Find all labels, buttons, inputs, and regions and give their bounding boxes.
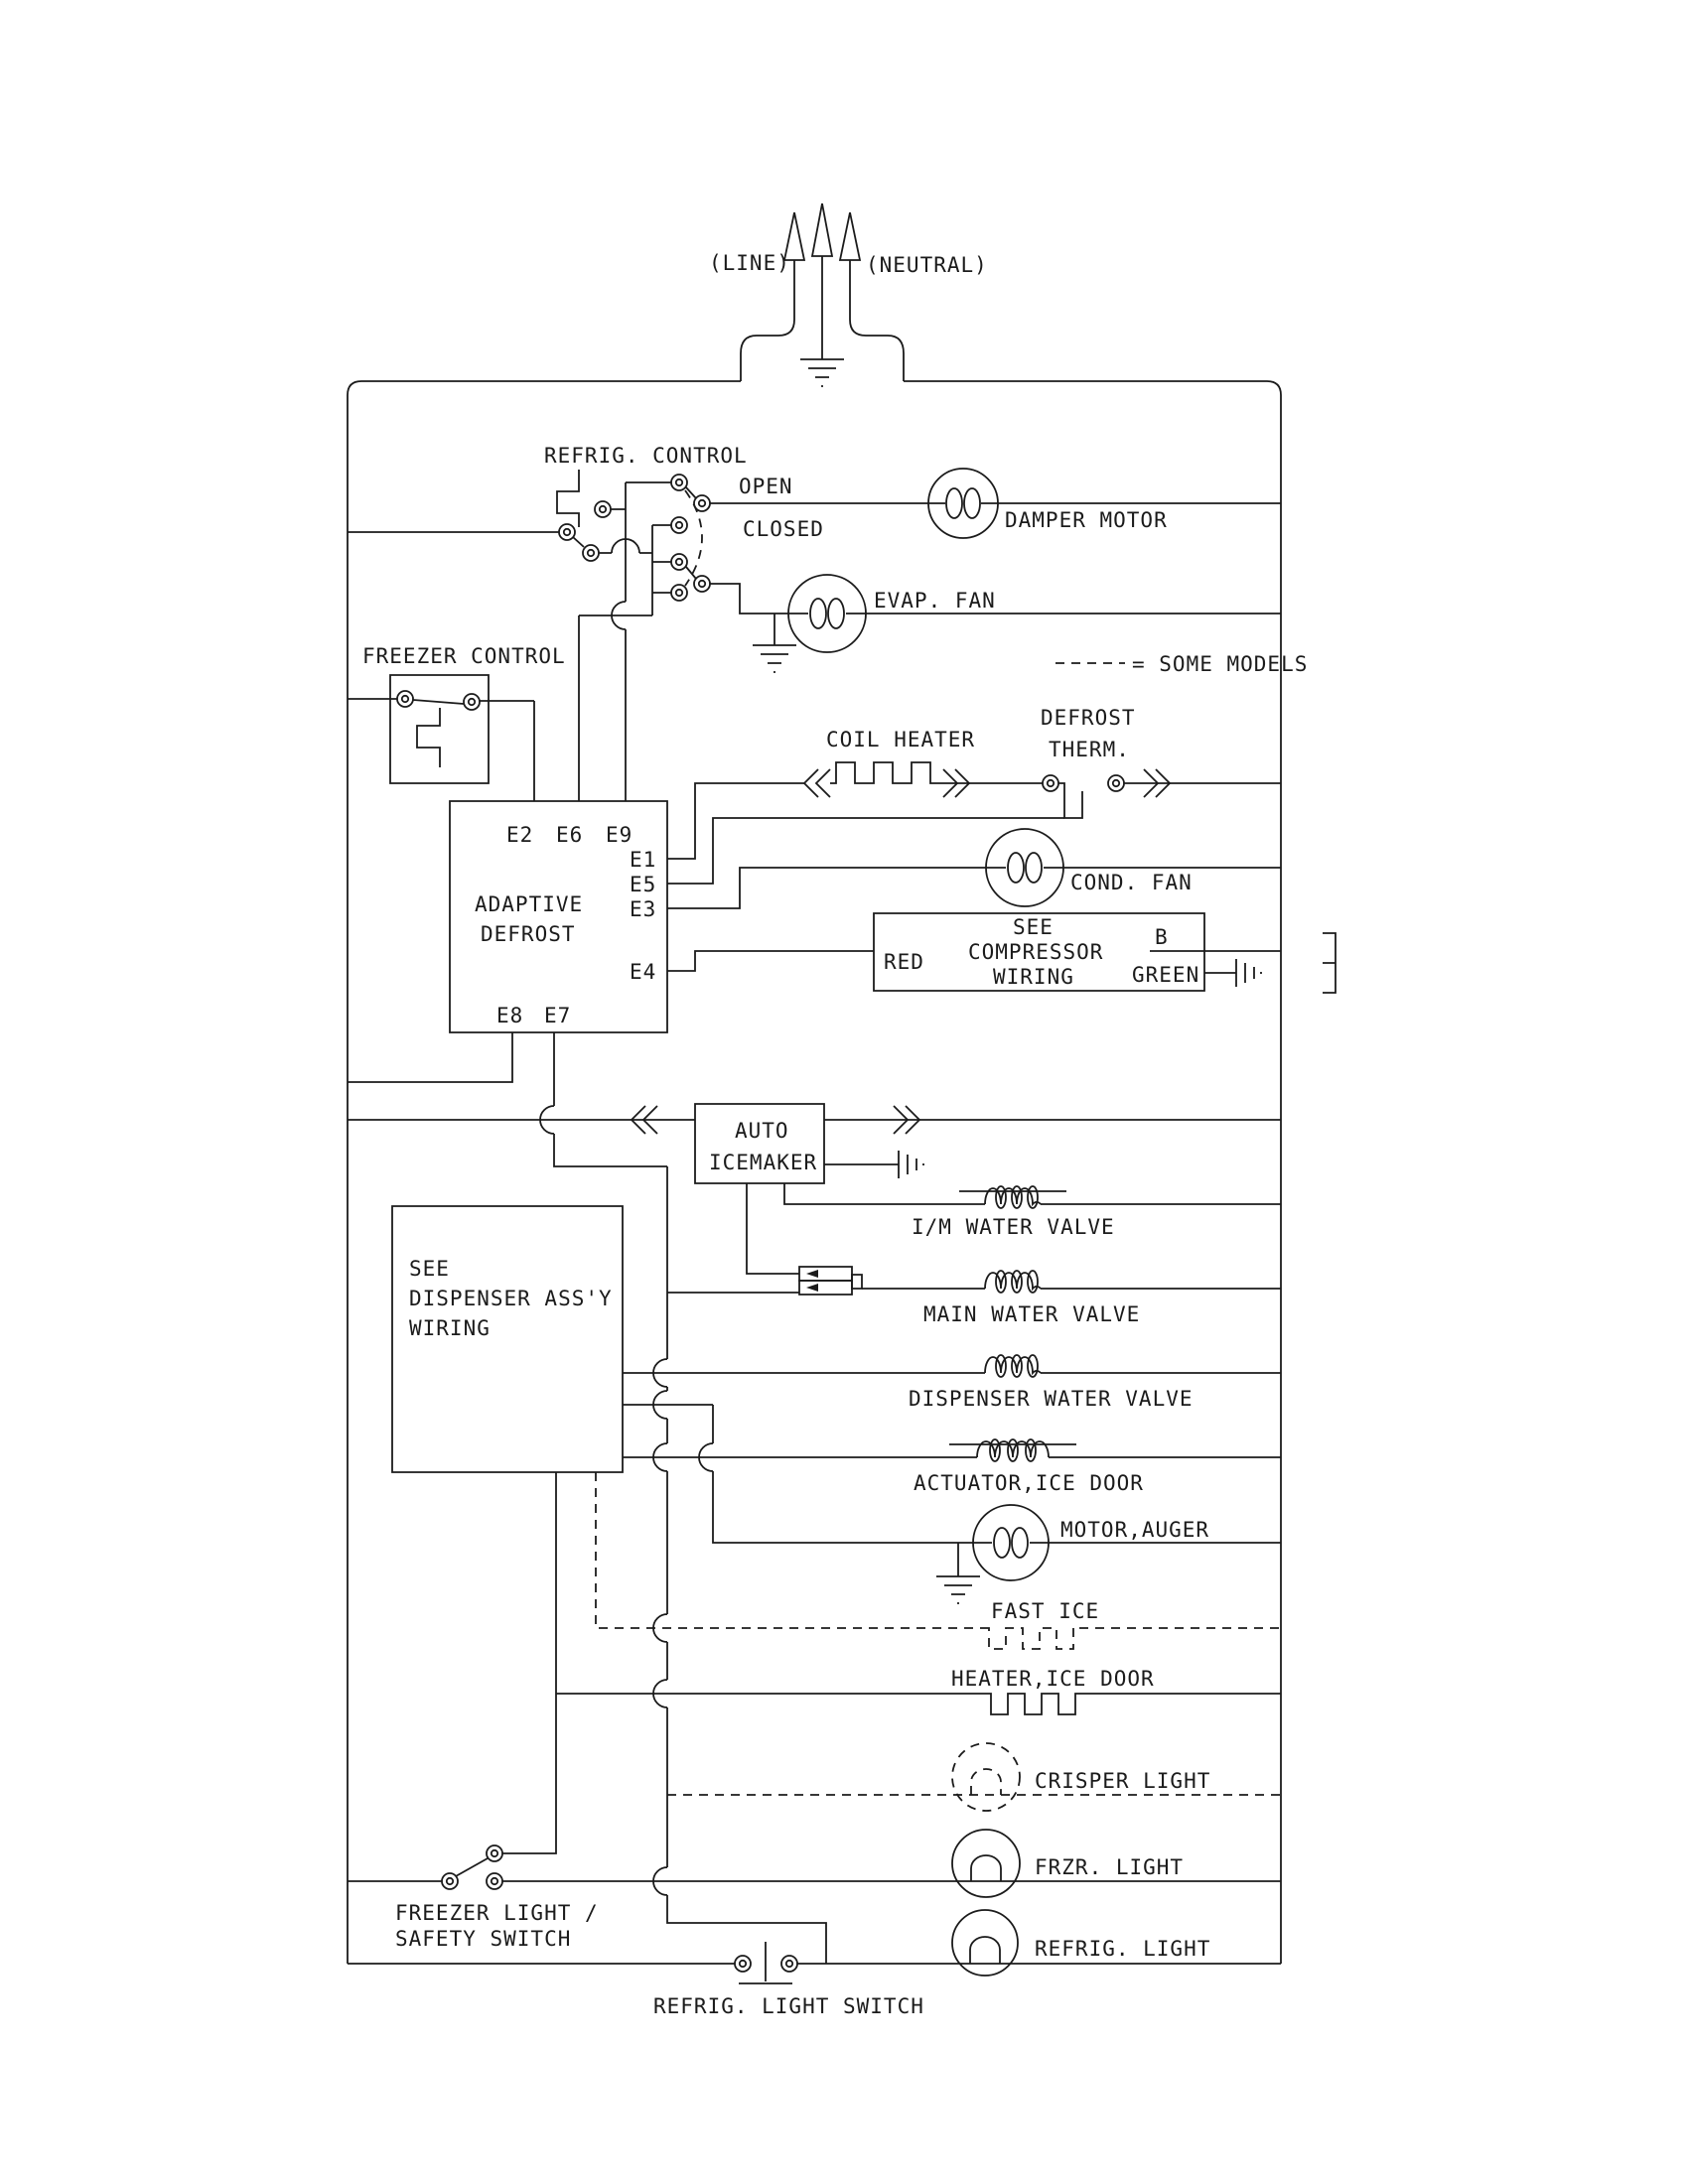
coil-heater-defrost-therm <box>667 706 1281 884</box>
compressor-box <box>667 913 1336 993</box>
label-fast-ice: FAST ICE <box>991 1599 1100 1623</box>
label-e7: E7 <box>544 1004 572 1027</box>
adaptive-defrost-board <box>450 615 667 1032</box>
label-e3: E3 <box>630 897 657 921</box>
label-coil-heater: COIL HEATER <box>826 728 976 751</box>
label-e4: E4 <box>630 960 657 984</box>
label-e2: E2 <box>506 823 534 847</box>
label-disp-see: SEE <box>409 1257 450 1281</box>
label-crisper-light: CRISPER LIGHT <box>1035 1769 1211 1793</box>
supply-arrows <box>709 204 988 386</box>
label-e8: E8 <box>496 1004 524 1027</box>
label-comp-wiring: WIRING <box>993 965 1074 989</box>
label-defrost: DEFROST <box>481 922 576 946</box>
label-dispenser-water-valve: DISPENSER WATER VALVE <box>909 1387 1194 1411</box>
label-motor-auger: MOTOR,AUGER <box>1060 1518 1210 1542</box>
refrig-light <box>952 1910 1210 1976</box>
label-damper-motor: DAMPER MOTOR <box>1005 508 1168 532</box>
label-b: B <box>1155 925 1169 949</box>
label-therm: THERM. <box>1049 738 1130 761</box>
refrig-light-switch <box>653 1942 924 2018</box>
earth-ground-icon <box>800 359 844 386</box>
label-auto: AUTO <box>735 1119 789 1143</box>
label-some-models: = SOME MODELS <box>1132 652 1309 676</box>
label-heater-ice-door: HEATER,ICE DOOR <box>951 1667 1155 1691</box>
label-red: RED <box>884 950 924 974</box>
chassis-ground-icon <box>899 1151 923 1178</box>
freezer-control <box>348 644 566 801</box>
label-refrig-light: REFRIG. LIGHT <box>1035 1937 1211 1961</box>
motor-auger <box>623 1405 1281 1603</box>
label-evap-fan: EVAP. FAN <box>874 589 996 613</box>
label-neutral: (NEUTRAL) <box>866 253 988 277</box>
dispenser-water-valve <box>623 1355 1281 1411</box>
label-freezer-light-1: FREEZER LIGHT / <box>395 1901 599 1925</box>
freezer-light-safety-switch <box>348 1845 599 1951</box>
label-freezer-control: FREEZER CONTROL <box>362 644 566 668</box>
label-e5: E5 <box>630 873 657 896</box>
label-closed: CLOSED <box>743 517 824 541</box>
label-freezer-light-2: SAFETY SWITCH <box>395 1927 572 1951</box>
label-adaptive: ADAPTIVE <box>475 892 584 916</box>
chassis-ground-icon <box>1236 959 1261 987</box>
label-disp-assy: DISPENSER ASS'Y <box>409 1287 613 1310</box>
label-comp-see: SEE <box>1013 915 1054 939</box>
label-comp-name: COMPRESSOR <box>968 940 1104 964</box>
label-e9: E9 <box>606 823 633 847</box>
auto-icemaker <box>348 1104 1281 1183</box>
dispenser-assy-box <box>392 1206 623 1472</box>
fast-ice <box>596 1472 1281 1649</box>
label-e6: E6 <box>556 823 584 847</box>
im-water-valve <box>784 1183 1281 1239</box>
actuator-ice-door <box>623 1439 1281 1495</box>
edge-connector-bracket <box>1323 933 1336 993</box>
label-e1: E1 <box>630 848 657 872</box>
earth-ground-icon <box>936 1576 980 1603</box>
cond-fan <box>667 829 1281 908</box>
label-line: (LINE) <box>709 251 790 275</box>
label-cond-fan: COND. FAN <box>1070 871 1193 894</box>
label-defrost: DEFROST <box>1041 706 1136 730</box>
crisper-light <box>667 1743 1281 1811</box>
label-main-water-valve: MAIN WATER VALVE <box>923 1302 1141 1326</box>
label-green: GREEN <box>1132 963 1200 987</box>
label-actuator-ice-door: ACTUATOR,ICE DOOR <box>914 1471 1144 1495</box>
frzr-light <box>502 1830 1281 1897</box>
label-open: OPEN <box>739 475 793 498</box>
label-refrig-control: REFRIG. CONTROL <box>544 444 748 468</box>
earth-ground-icon <box>753 645 796 672</box>
some-models-legend <box>1055 652 1308 676</box>
label-disp-wiring: WIRING <box>409 1316 491 1340</box>
label-frzr-light: FRZR. LIGHT <box>1035 1855 1185 1879</box>
label-refrig-light-switch: REFRIG. LIGHT SWITCH <box>653 1994 924 2018</box>
label-icemaker: ICEMAKER <box>709 1151 818 1174</box>
label-im-water-valve: I/M WATER VALVE <box>912 1215 1115 1239</box>
